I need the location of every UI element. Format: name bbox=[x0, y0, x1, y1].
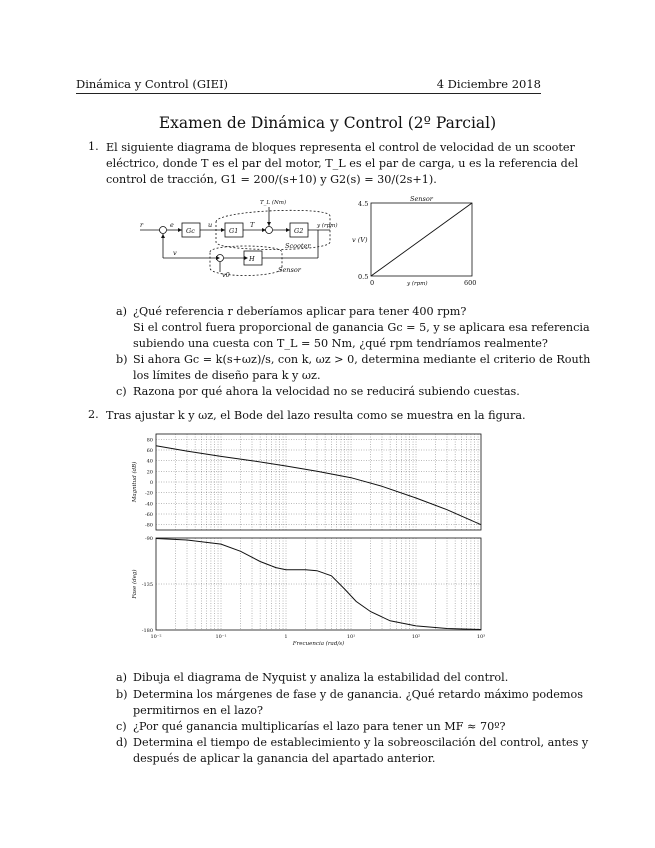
q1-a-line2: Si el control fuera proporcional de ganancia Gc = 5, y se aplicara esa referencia bbox=[133, 321, 590, 334]
q1-intro-line3: control de tracción, G1 = 200/(s+10) y G2(s) = 30/(2s+1). bbox=[106, 173, 437, 186]
q1-c-label: c) bbox=[116, 385, 127, 398]
label-tl: T_L (Nm) bbox=[260, 200, 287, 206]
q1-b-line2: los límites de diseño para k y ωz. bbox=[133, 369, 321, 382]
q1-b-line1: Si ahora Gc = k(s+ωz)/s, con k, ωz > 0, determina mediante el criterio de Routh bbox=[133, 353, 591, 366]
q2-d-line2: después de aplicar la ganancia del apartado anterior. bbox=[133, 752, 436, 765]
label-g2: G2 bbox=[294, 227, 304, 235]
bode-xtick-label: 1 bbox=[284, 634, 288, 640]
magnitude-ytick-label: -40 bbox=[144, 501, 153, 508]
q2-number: 2. bbox=[88, 408, 99, 421]
phase-ylabel: Fase (deg) bbox=[132, 569, 138, 599]
page-title: Examen de Dinámica y Control (2º Parcial) bbox=[158, 114, 497, 132]
magnitude-curve bbox=[156, 446, 481, 525]
q1-b-label: b) bbox=[116, 353, 128, 366]
label-g1: G1 bbox=[229, 227, 239, 235]
label-r: r bbox=[140, 221, 144, 229]
q1-a-line3: subiendo una cuesta con T_L = 50 Nm, ¿qué rpm tendríamos realmente? bbox=[133, 337, 548, 350]
magnitude-ylabel: Magnitud (dB) bbox=[132, 461, 138, 503]
bode-xtick-label: 10³ bbox=[476, 634, 486, 640]
label-gc: Gc bbox=[186, 227, 195, 235]
sensor-plot-ybottom: 0.5 bbox=[358, 273, 369, 281]
label-u: u bbox=[208, 221, 213, 229]
q1-c-line1: Razona por qué ahora la velocidad no se reducirá subiendo cuestas. bbox=[133, 385, 520, 398]
label-h: H bbox=[249, 255, 255, 263]
magnitude-ytick-label: 0 bbox=[149, 480, 153, 486]
q2-c-label: c) bbox=[116, 720, 127, 733]
header-rule bbox=[76, 93, 541, 94]
phase-ytick-label: -180 bbox=[141, 628, 153, 634]
bode-xlabel: Frecuencia (rad/s) bbox=[292, 641, 345, 646]
q1-a-label: a) bbox=[116, 305, 128, 318]
q2-intro: Tras ajustar k y ωz, el Bode del lazo resulta como se muestra en la figura. bbox=[106, 409, 526, 422]
magnitude-ytick-label: 60 bbox=[146, 448, 153, 454]
bode-xtick-label: 10¹ bbox=[346, 634, 356, 640]
label-v: v bbox=[173, 249, 177, 257]
magnitude-ytick-label: -60 bbox=[144, 512, 153, 518]
q2-b-line2: permitirnos en el lazo? bbox=[133, 704, 263, 717]
label-scooter: Scooter bbox=[285, 242, 311, 250]
q2-d-label: d) bbox=[116, 736, 128, 749]
bode-xtick-label: 10⁻² bbox=[150, 634, 162, 640]
bode-xtick-label: 10² bbox=[411, 634, 421, 640]
magnitude-ytick-label: 80 bbox=[146, 437, 153, 444]
q2-c-line1: ¿Por qué ganancia multiplicarías el lazo para tener un MF ≈ 70º? bbox=[133, 720, 506, 733]
q2-a-label: a) bbox=[116, 671, 128, 684]
q1-a-line1: ¿Qué referencia r deberíamos aplicar para tener 400 rpm? bbox=[133, 305, 467, 318]
label-sensor: Sensor bbox=[278, 266, 301, 274]
bode-plot bbox=[126, 428, 490, 646]
sensor-plot-xright: 600 bbox=[464, 279, 477, 287]
phase-ytick-label: -135 bbox=[141, 582, 153, 588]
sensor-plot-title: Sensor bbox=[410, 195, 433, 203]
q1-intro-line2: eléctrico, donde T es el par del motor, T_L es el par de carga, u es la referencia del bbox=[106, 157, 579, 170]
header-date: 4 Diciembre 2018 bbox=[436, 77, 541, 91]
sensor-line bbox=[371, 203, 472, 276]
q1-intro-line1: El siguiente diagrama de bloques representa el control de velocidad de un scooter bbox=[106, 141, 575, 154]
phase-ytick-label: -90 bbox=[144, 536, 153, 542]
bode-xtick-label: 10⁻¹ bbox=[215, 634, 227, 640]
sensor-plot-ylabel: v (V) bbox=[352, 236, 368, 244]
q2-a-line1: Dibuja el diagrama de Nyquist y analiza la estabilidad del control. bbox=[133, 671, 509, 684]
sensor-plot bbox=[350, 193, 485, 288]
q1-number: 1. bbox=[88, 140, 99, 153]
magnitude-ytick-label: -20 bbox=[144, 490, 153, 497]
header-course: Dinámica y Control (GIEI) bbox=[76, 77, 228, 91]
q2-d-line1: Determina el tiempo de establecimiento y la sobreoscilación del control, antes y bbox=[133, 736, 589, 749]
label-v0: v0 bbox=[222, 271, 230, 279]
label-y: y (rpm) bbox=[317, 223, 338, 229]
sensor-boundary bbox=[210, 246, 282, 276]
q2-b-label: b) bbox=[116, 688, 128, 701]
magnitude-ytick-label: 20 bbox=[146, 469, 153, 476]
q2-b-line1: Determina los márgenes de fase y de ganancia. ¿Qué retardo máximo podemos bbox=[133, 688, 583, 701]
sensor-plot-xleft: 0 bbox=[370, 279, 375, 287]
sum-junction-1 bbox=[160, 227, 167, 234]
sensor-plot-ytop: 4.5 bbox=[358, 200, 369, 208]
label-t: T bbox=[250, 221, 255, 229]
sum-junction-2 bbox=[266, 227, 273, 234]
sensor-plot-xlabel: y (rpm) bbox=[407, 281, 428, 287]
magnitude-ytick-label: 40 bbox=[146, 458, 153, 465]
magnitude-ytick-label: -80 bbox=[144, 522, 153, 529]
label-e: e bbox=[170, 221, 174, 229]
block-diagram bbox=[130, 192, 360, 287]
